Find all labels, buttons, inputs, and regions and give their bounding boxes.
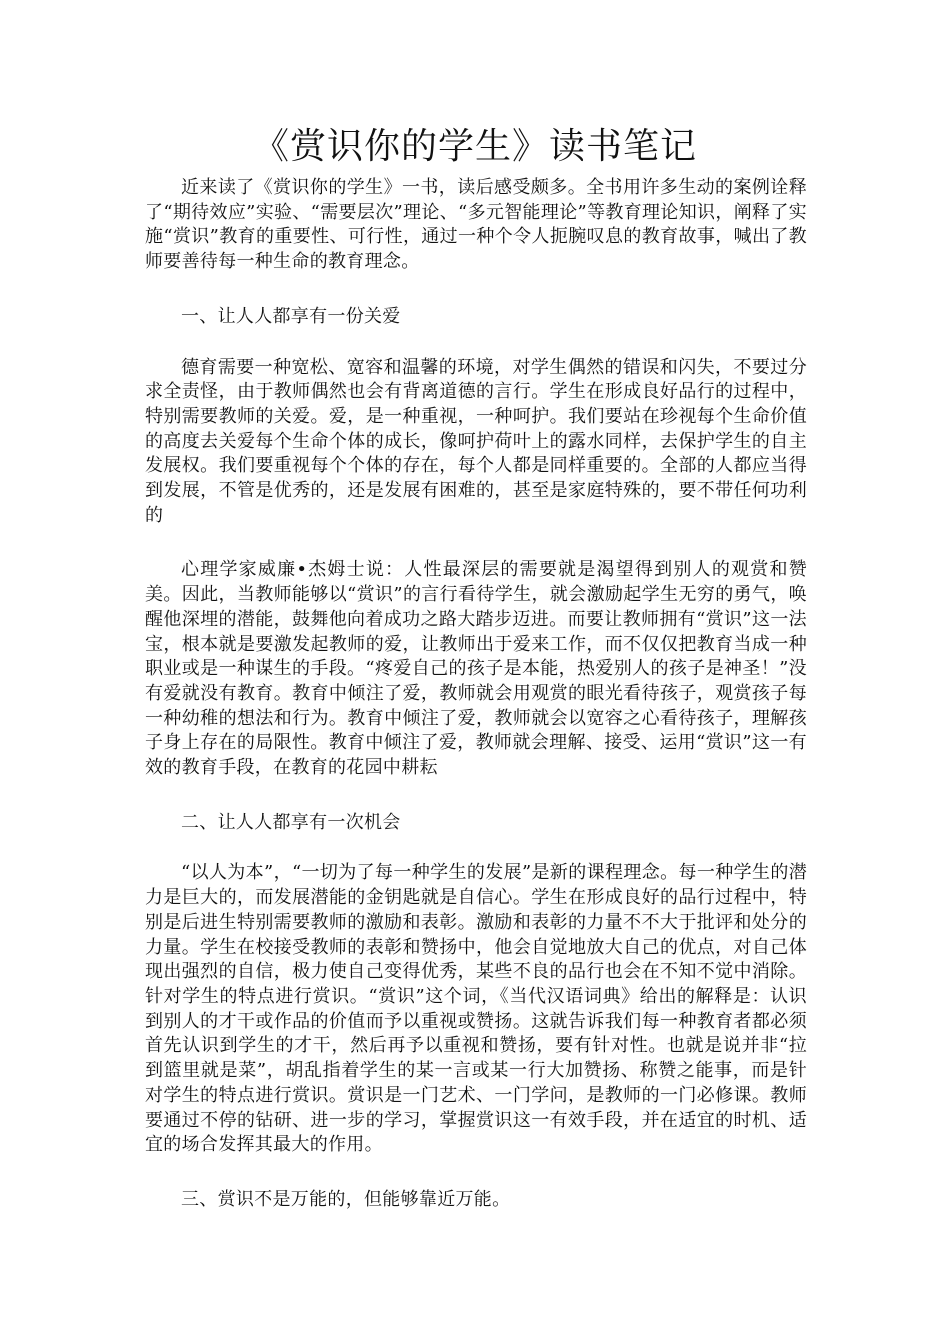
- section-heading-1: 一、让人人都享有一份关爱: [181, 305, 401, 327]
- section1-paragraph-1: 德育需要一种宽松、宽容和温馨的环境，对学生偶然的错误和闪失，不要过分求全责怪，由于教师偶然也会有背离道德的言行。学生在形成良好品行的过程中，特别需要教师的关爱。爱，是一种重视，一种呵护。我们要站在珍视每个生命价值的高度去关爱每个生命个体的成长，像呵护荷叶上的露水同样，去保护学生的自主发展权。我们要重视每个个体的存在，每个人都是同样重要的。全部的人都应当得到发展，不管是优秀的，还是发展有困难的，甚至是家庭特殊的，要不带任何功利的: [145, 356, 807, 526]
- intro-paragraph: 近来读了《赏识你的学生》一书，读后感受颇多。全书用许多生动的案例诠释了“期待效应”实验、“需要层次”理论、“多元智能理论”等教育理论知识，阐释了实施“赏识”教育的重要性、可行性，通过一种个令人扼腕叹息的教育故事，喊出了教师要善待每一种生命的教育理念。: [145, 177, 807, 273]
- section-heading-3: 三、赏识不是万能的，但能够靠近万能。: [181, 1188, 511, 1210]
- document-title: 《赏识你的学生》读书笔记: [252, 126, 697, 167]
- section2-paragraph-1: “以人为本”，“一切为了每一种学生的发展”是新的课程理念。每一种学生的潜力是巨大的，而发展潜能的金钥匙就是自信心。学生在形成良好的品行过程中，特别是后进生特别需要教师的激励和表彰。激励和表彰的力量不不大于批评和处分的力量。学生在校接受教师的表彰和赞扬中，他会自觉地放大自己的优点，对自己体现出强烈的自信，极力使自己变得优秀，某些不良的品行也会在不知不觉中消除。针对学生的特点进行赏识。“赏识”这个词，《当代汉语词典》给出的解释是：认识到别人的才干或作品的价值而予以重视或赞扬。这就告诉我们每一种教育者都必须首先认识到学生的才干，然后再予以重视和赞扬，要有针对性。也就是说并非“拉到篮里就是菜”，胡乱指着学生的某一言或某一行大加赞扬、称赞之能事，而是针对学生的特点进行赏识。赏识是一门艺术、一门学问，是教师的一门必修课。教师要通过不停的钻研、进一步的学习，掌握赏识这一有效手段，并在适宜的时机、适宜的场合发挥其最大的作用。: [145, 862, 807, 1156]
- section-heading-2: 二、让人人都享有一次机会: [181, 811, 401, 833]
- section1-paragraph-2: 心理学家威廉•杰姆士说：人性最深层的需要就是渴望得到别人的观赏和赞美。因此，当教师能够以“赏识”的言行看待学生，就会激励起学生无穷的勇气，唤醒他深埋的潜能，鼓舞他向着成功之路大踏步迈进。而要让教师拥有“赏识”这一法宝，根本就是要激发起教师的爱，让教师出于爱来工作，而不仅仅把教育当成一种职业或是一种谋生的手段。“疼爱自己的孩子是本能，热爱别人的孩子是神圣！”没有爱就没有教育。教育中倾注了爱，教师就会用观赏的眼光看待孩子，观赏孩子每一种幼稚的想法和行为。教育中倾注了爱，教师就会以宽容之心看待孩子，理解孩子身上存在的局限性。教育中倾注了爱，教师就会理解、接受、运用“赏识”这一有效的教育手段，在教育的花园中耕耘: [145, 559, 807, 779]
- document-body: [145, 176, 807, 1213]
